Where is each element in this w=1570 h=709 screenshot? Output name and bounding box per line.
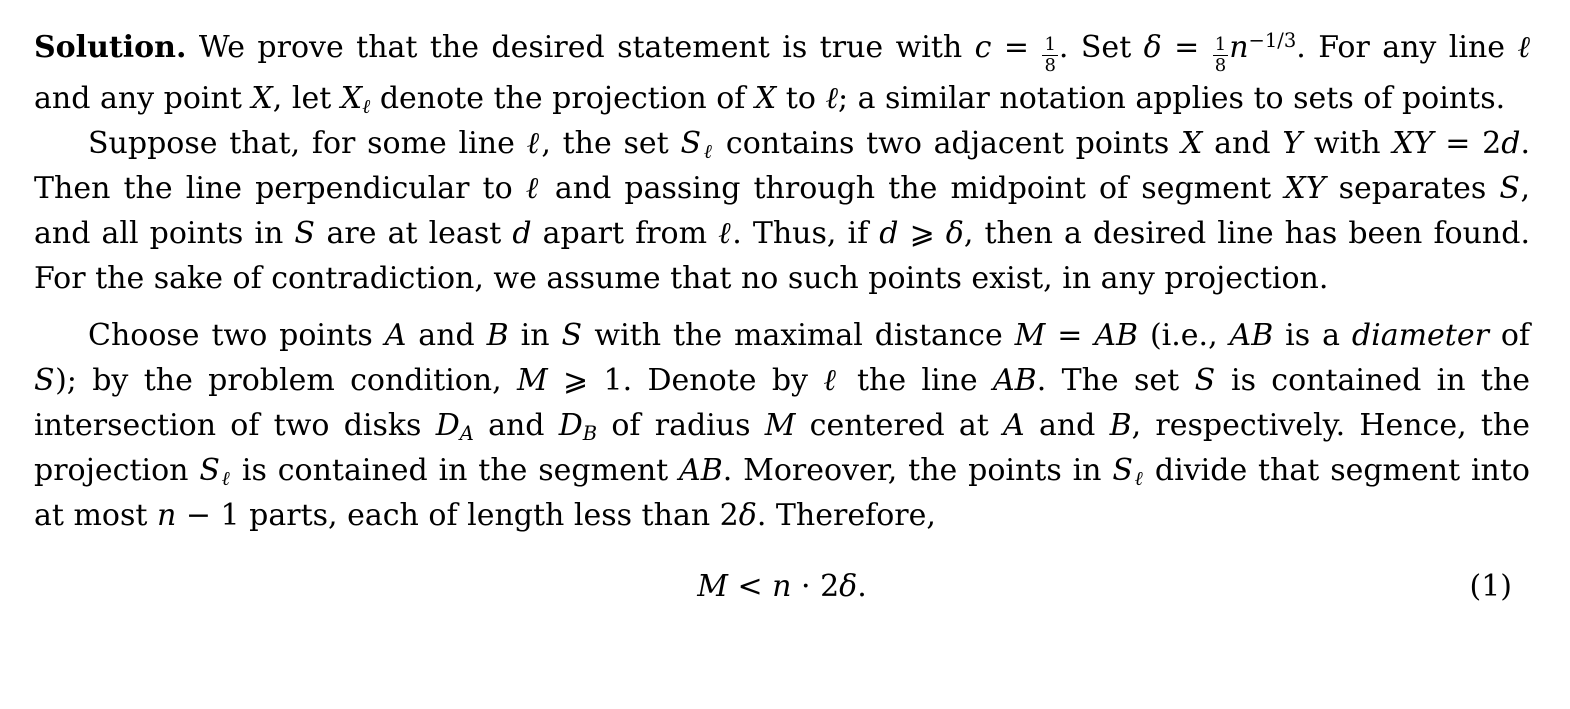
math-var: X [754, 80, 777, 116]
math-script-letter: S [34, 362, 56, 398]
math-var: n [1229, 30, 1249, 65]
text-run: in [508, 317, 562, 353]
text-run: and any point [34, 80, 252, 116]
math-var: n [156, 497, 177, 533]
math-var: AB [679, 452, 723, 488]
math-var: δ [839, 568, 858, 604]
text-run: . [857, 568, 867, 604]
math-subscript: ℓ [701, 140, 715, 164]
text-run: , then a desired line has been found. For the sake of contradiction, we assume that no such points exist, in any projection. [34, 215, 1530, 296]
math-fraction [1042, 36, 1057, 76]
text-run: and passing through the midpoint of segment [541, 170, 1285, 206]
text-run: ); by the problem condition, [55, 362, 517, 398]
math-var: ℓ [823, 362, 842, 398]
math-fraction [1213, 36, 1228, 76]
text-run: < [727, 568, 773, 604]
text-run: the line [841, 362, 994, 398]
text-run: of [1488, 317, 1531, 353]
fraction-numerator: 1 [1214, 34, 1227, 56]
math-var: XY [1284, 170, 1326, 206]
text-run: Choose two points [88, 317, 385, 353]
equation-row [34, 564, 1530, 609]
math-var: D [558, 407, 583, 443]
math-script-letter: S [1194, 362, 1216, 398]
text-run: denote the projection of [370, 80, 755, 116]
text-run: apart from [531, 215, 719, 251]
math-var: ℓ [525, 170, 542, 206]
math-var: Y [1282, 125, 1303, 161]
text-run: . Thus, if [732, 215, 880, 251]
text-run: − 1 parts, each of length less than 2 [176, 497, 739, 533]
math-var: δ [945, 215, 964, 251]
text-run: is contained in the intersection of two disks [34, 362, 1531, 443]
math-var: D [435, 407, 460, 443]
bold-run: Solution. [34, 30, 187, 65]
text-run: . Moreover, the points in [722, 452, 1113, 488]
math-script-letter: S [199, 452, 221, 488]
paragraph-solution-intro [34, 25, 1530, 121]
math-var: X [340, 80, 363, 116]
text-run: and [473, 407, 559, 443]
math-var: B [1109, 407, 1132, 443]
text-run: = [1045, 317, 1095, 353]
math-var: X [1181, 125, 1203, 161]
paragraph-suppose [34, 121, 1530, 301]
math-script-letter: S [561, 317, 583, 353]
paragraph-choose [34, 313, 1530, 538]
text-run: . For any line [1296, 30, 1518, 65]
text-run: with the maximal distance [582, 317, 1015, 353]
text-run: · 2 [791, 568, 840, 604]
text-run: , and all points in [34, 170, 1530, 251]
math-var: d [512, 215, 532, 251]
math-var: AB [993, 362, 1037, 398]
math-var: M [517, 362, 548, 398]
math-var: ℓ [526, 125, 542, 161]
math-var: d [879, 215, 899, 251]
math-subscript: A [459, 422, 474, 446]
emphasis-run: diameter [1351, 317, 1489, 353]
text-run: and [406, 317, 487, 353]
math-var: M [697, 568, 728, 604]
math-script-letter: S [1499, 170, 1521, 206]
math-var: XY [1392, 125, 1434, 161]
math-var: d [1501, 125, 1521, 161]
text-run: . Set [1058, 30, 1144, 65]
math-var: A [384, 317, 407, 353]
math-subscript: B [582, 422, 598, 446]
text-run: . The set [1036, 362, 1195, 398]
math-var: c [974, 30, 992, 65]
equation-number: (1) [1469, 568, 1512, 604]
text-run: = 2 [1433, 125, 1502, 161]
text-run: separates [1325, 170, 1500, 206]
math-var: AB [1094, 317, 1139, 353]
text-run: ; a similar notation applies to sets of points. [837, 80, 1506, 116]
text-run: ⩾ 1. Denote by [547, 362, 824, 398]
math-var: AB [1229, 317, 1274, 353]
text-run: . Therefore, [756, 497, 936, 533]
text-run: and [1202, 125, 1283, 161]
text-run: = [1161, 30, 1212, 65]
text-run: , the set [541, 125, 681, 161]
text-run: centered at [795, 407, 1004, 443]
math-subscript: ℓ [220, 467, 232, 491]
math-var: X [251, 80, 273, 116]
math-var: ℓ [718, 215, 733, 251]
text-run: divide that segment into at most [34, 452, 1530, 533]
text-run: to [776, 80, 826, 116]
text-run: ⩾ [898, 215, 946, 251]
math-var: δ [738, 497, 757, 533]
text-run: , let [272, 80, 341, 116]
math-var: δ [1143, 30, 1162, 65]
fraction-denominator: 8 [1214, 55, 1227, 77]
math-subscript: ℓ [1133, 467, 1145, 491]
text-run: and [1024, 407, 1110, 443]
text-run: are at least [315, 215, 513, 251]
math-var: ℓ [825, 80, 838, 116]
math-subscript: ℓ [362, 95, 371, 119]
math-var: B [486, 317, 509, 353]
text-run: Suppose that, for some line [88, 125, 527, 161]
math-script-letter: S [680, 125, 702, 161]
math-var: ℓ [1517, 30, 1530, 65]
text-run: with [1302, 125, 1393, 161]
text-run: = [991, 30, 1042, 65]
math-var: A [1003, 407, 1025, 443]
text-run: of radius [597, 407, 765, 443]
text-run: is a [1273, 317, 1352, 353]
math-superscript: −1/3 [1248, 28, 1297, 52]
math-script-letter: S [1112, 452, 1134, 488]
text-run: We prove that the desired statement is true with [186, 30, 975, 65]
math-var: M [764, 407, 796, 443]
math-script-letter: S [294, 215, 316, 251]
equation [34, 564, 1530, 609]
text-run: is contained in the segment [231, 452, 680, 488]
math-var: M [1014, 317, 1046, 353]
fraction-numerator: 1 [1044, 34, 1056, 56]
math-var: n [772, 568, 792, 604]
text-run: . Then the line perpendicular to [34, 125, 1531, 206]
text-run: , respectively. Hence, the projection [34, 407, 1531, 488]
text-run: contains two adjacent points [714, 125, 1182, 161]
text-run: (i.e., [1138, 317, 1230, 353]
fraction-denominator: 8 [1044, 55, 1056, 77]
